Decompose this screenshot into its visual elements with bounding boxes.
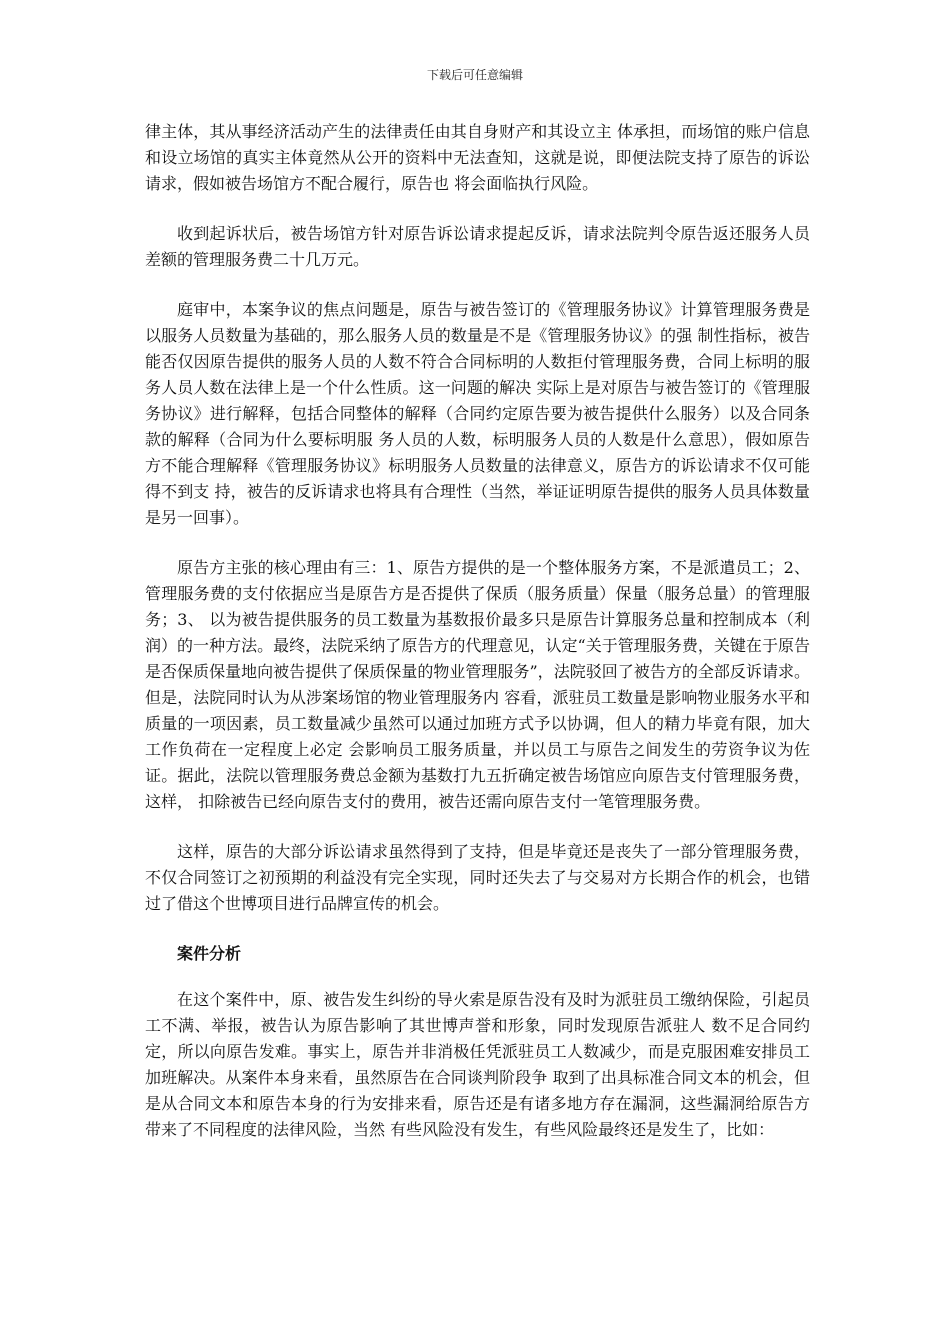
paragraph-3: 庭审中，本案争议的焦点问题是，原告与被告签订的《管理服务协议》计算管理服务费是以服务人员数量为基础的，那么服务人员的数量是不是《管理服务协议》的强 制性指标，被告能否仅因原告提供的服务人员的人数不符合合同标明的人数拒付管理服务费，合同上标明的服务人员人数在法律上是一个什么性质。这一问题的解决 实际上是对原告与被告签订的《管理服务协议》进行解释，包括合同整体的解释（合同约定原告要为被告提供什么服务）以及合同条款的解释（合同为什么要标明服 务人员的人数，标明服务人员的人数是什么意思），假如原告方不能合理解释《管理服务协议》标明服务人员数量的法律意义，原告方的诉讼请求不仅可能得不到支 持，被告的反诉请求也将具有合理性（当然，举证证明原告提供的服务人员具体数量是另一回事）。 (145, 300, 810, 527)
paragraph-1: 律主体，其从事经济活动产生的法律责任由其自身财产和其设立主 体承担，而场馆的账户信息和设立场馆的真实主体竟然从公开的资料中无法查知，这就是说，即便法院支持了原告的诉讼请求，假如被告场馆方不配合履行，原告也 将会面临执行风险。 (145, 122, 810, 193)
paragraph-5: 这样，原告的大部分诉讼请求虽然得到了支持，但是毕竟还是丧失了一部分管理服务费，不仅合同签订之初预期的利益没有完全实现，同时还失去了与交易对方长期合作的机会，也错过了借这个世博项目进行品牌宣传的机会。 (145, 842, 810, 913)
paragraph-2: 收到起诉状后，被告场馆方针对原告诉讼请求提起反诉，请求法院判令原告返还服务人员差额的管理服务费二十几万元。 (145, 224, 810, 269)
page-header: 下载后可任意编辑 (426, 68, 523, 82)
document-body (145, 119, 810, 1167)
paragraph-4: 原告方主张的核心理由有三：1、原告方提供的是一个整体服务方案，不是派遣员工；2、管理服务费的支付依据应当是原告方是否提供了保质（服务质量）保量（服务总量）的管理服务；3、 以为被告提供服务的员工数量为基数报价最多只是原告计算服务总量和控制成本（利润）的一种方法。最终，法院采纳了原告方的代理意见，认定“关于管理服务费，关键在于原告是否保质保量地向被告提供了保质保量的物业管理服务”，法院驳回了被告方的全部反诉请求。但是，法院同时认为从涉案场馆的物业管理服务内 容看，派驻员工数量是影响物业服务水平和质量的一项因素，员工数量减少虽然可以通过加班方式予以协调，但人的精力毕竟有限，加大工作负荷在一定程度上必定 会影响员工服务质量，并以员工与原告之间发生的劳资争议为佐证。据此，法院以管理服务费总金额为基数打九五折确定被告场馆应向原告支付管理服务费，这样， 扣除被告已经向原告支付的费用，被告还需向原告支付一笔管理服务费。 (145, 558, 810, 811)
paragraph-6: 在这个案件中，原、被告发生纠纷的导火索是原告没有及时为派驻员工缴纳保险，引起员工不满、举报，被告认为原告影响了其世博声誉和形象，同时发现原告派驻人 数不足合同约定，所以向原告发难。事实上，原告并非消极任凭派驻员工人数减少，而是克服困难安排员工加班解决。从案件本身来看，虽然原告在合同谈判阶段争 取到了出具标准合同文本的机会，但是从合同文本和原告本身的行为安排来看，原告还是有诸多地方存在漏洞，这些漏洞给原告方带来了不同程度的法律风险，当然 有些风险没有发生，有些风险最终还是发生了，比如： (145, 990, 810, 1139)
section-heading: 案件分析 (177, 944, 242, 963)
